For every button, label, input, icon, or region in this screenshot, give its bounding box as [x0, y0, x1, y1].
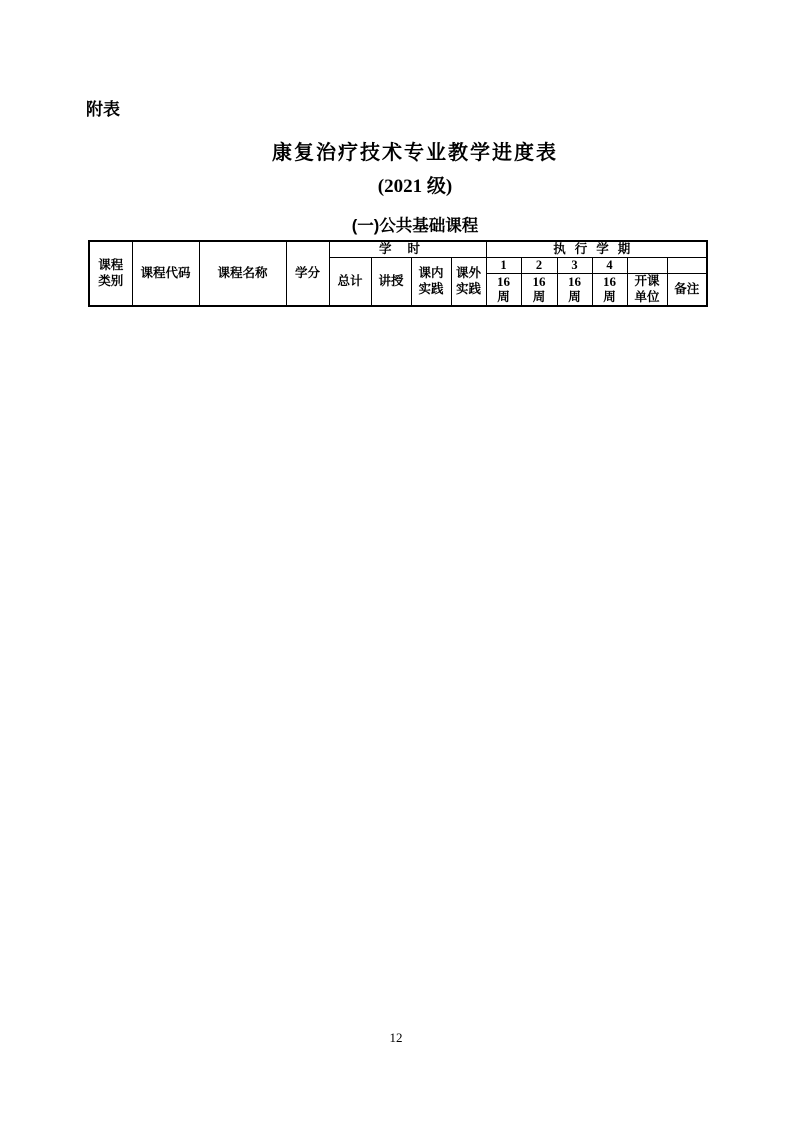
header-hours: 学时: [329, 241, 486, 258]
grade-subtitle: (2021 级): [377, 176, 453, 197]
section-heading: (一)公共基础课程: [351, 217, 479, 235]
header-semester-2: 2: [521, 258, 557, 274]
page-title: 康复治疗技术专业教学进度表: [272, 142, 558, 164]
weeks-number: 16: [568, 274, 582, 290]
header-practice-in-label: 课内实践: [418, 266, 444, 296]
header-hours-total: 总计: [329, 258, 371, 307]
header-practice-out-label: 课外实践: [455, 266, 481, 296]
header-semester-1: 1: [486, 258, 521, 274]
header-unit: [627, 274, 667, 307]
header-row-1: [89, 241, 707, 258]
header-semester-4: 4: [592, 258, 627, 274]
weeks-unit: 周: [532, 290, 546, 305]
header-category: [89, 241, 132, 306]
weeks-number: 16: [532, 274, 546, 290]
weeks-number: 16: [497, 274, 511, 290]
header-name: 课程名称: [199, 241, 286, 306]
page-number: 12: [389, 1030, 403, 1045]
header-weeks-1: [486, 274, 521, 307]
header-weeks-3: [557, 274, 592, 307]
appendix-label: 附表: [86, 100, 120, 119]
header-code: 课程代码: [132, 241, 199, 306]
header-remark: 备注: [667, 274, 707, 307]
header-semesters: 执行学期: [486, 241, 707, 258]
weeks-number: 16: [603, 274, 617, 290]
header-credit: 学分: [286, 241, 329, 306]
header-unit-label: 开课单位: [634, 274, 660, 304]
weeks-unit: 周: [497, 290, 510, 305]
weeks-unit: 周: [603, 290, 616, 305]
header-practice-out: [451, 258, 486, 307]
header-empty-remark: [667, 258, 707, 274]
header-category-label: 课程类别: [98, 258, 124, 288]
header-empty-unit: [627, 258, 667, 274]
header-practice-in: [411, 258, 451, 307]
header-hours-lecture: 讲授: [371, 258, 411, 307]
header-semester-3: 3: [557, 258, 592, 274]
weeks-unit: 周: [568, 290, 581, 305]
header-weeks-4: [592, 274, 627, 307]
progress-table: [88, 240, 708, 307]
header-weeks-2: [521, 274, 557, 307]
